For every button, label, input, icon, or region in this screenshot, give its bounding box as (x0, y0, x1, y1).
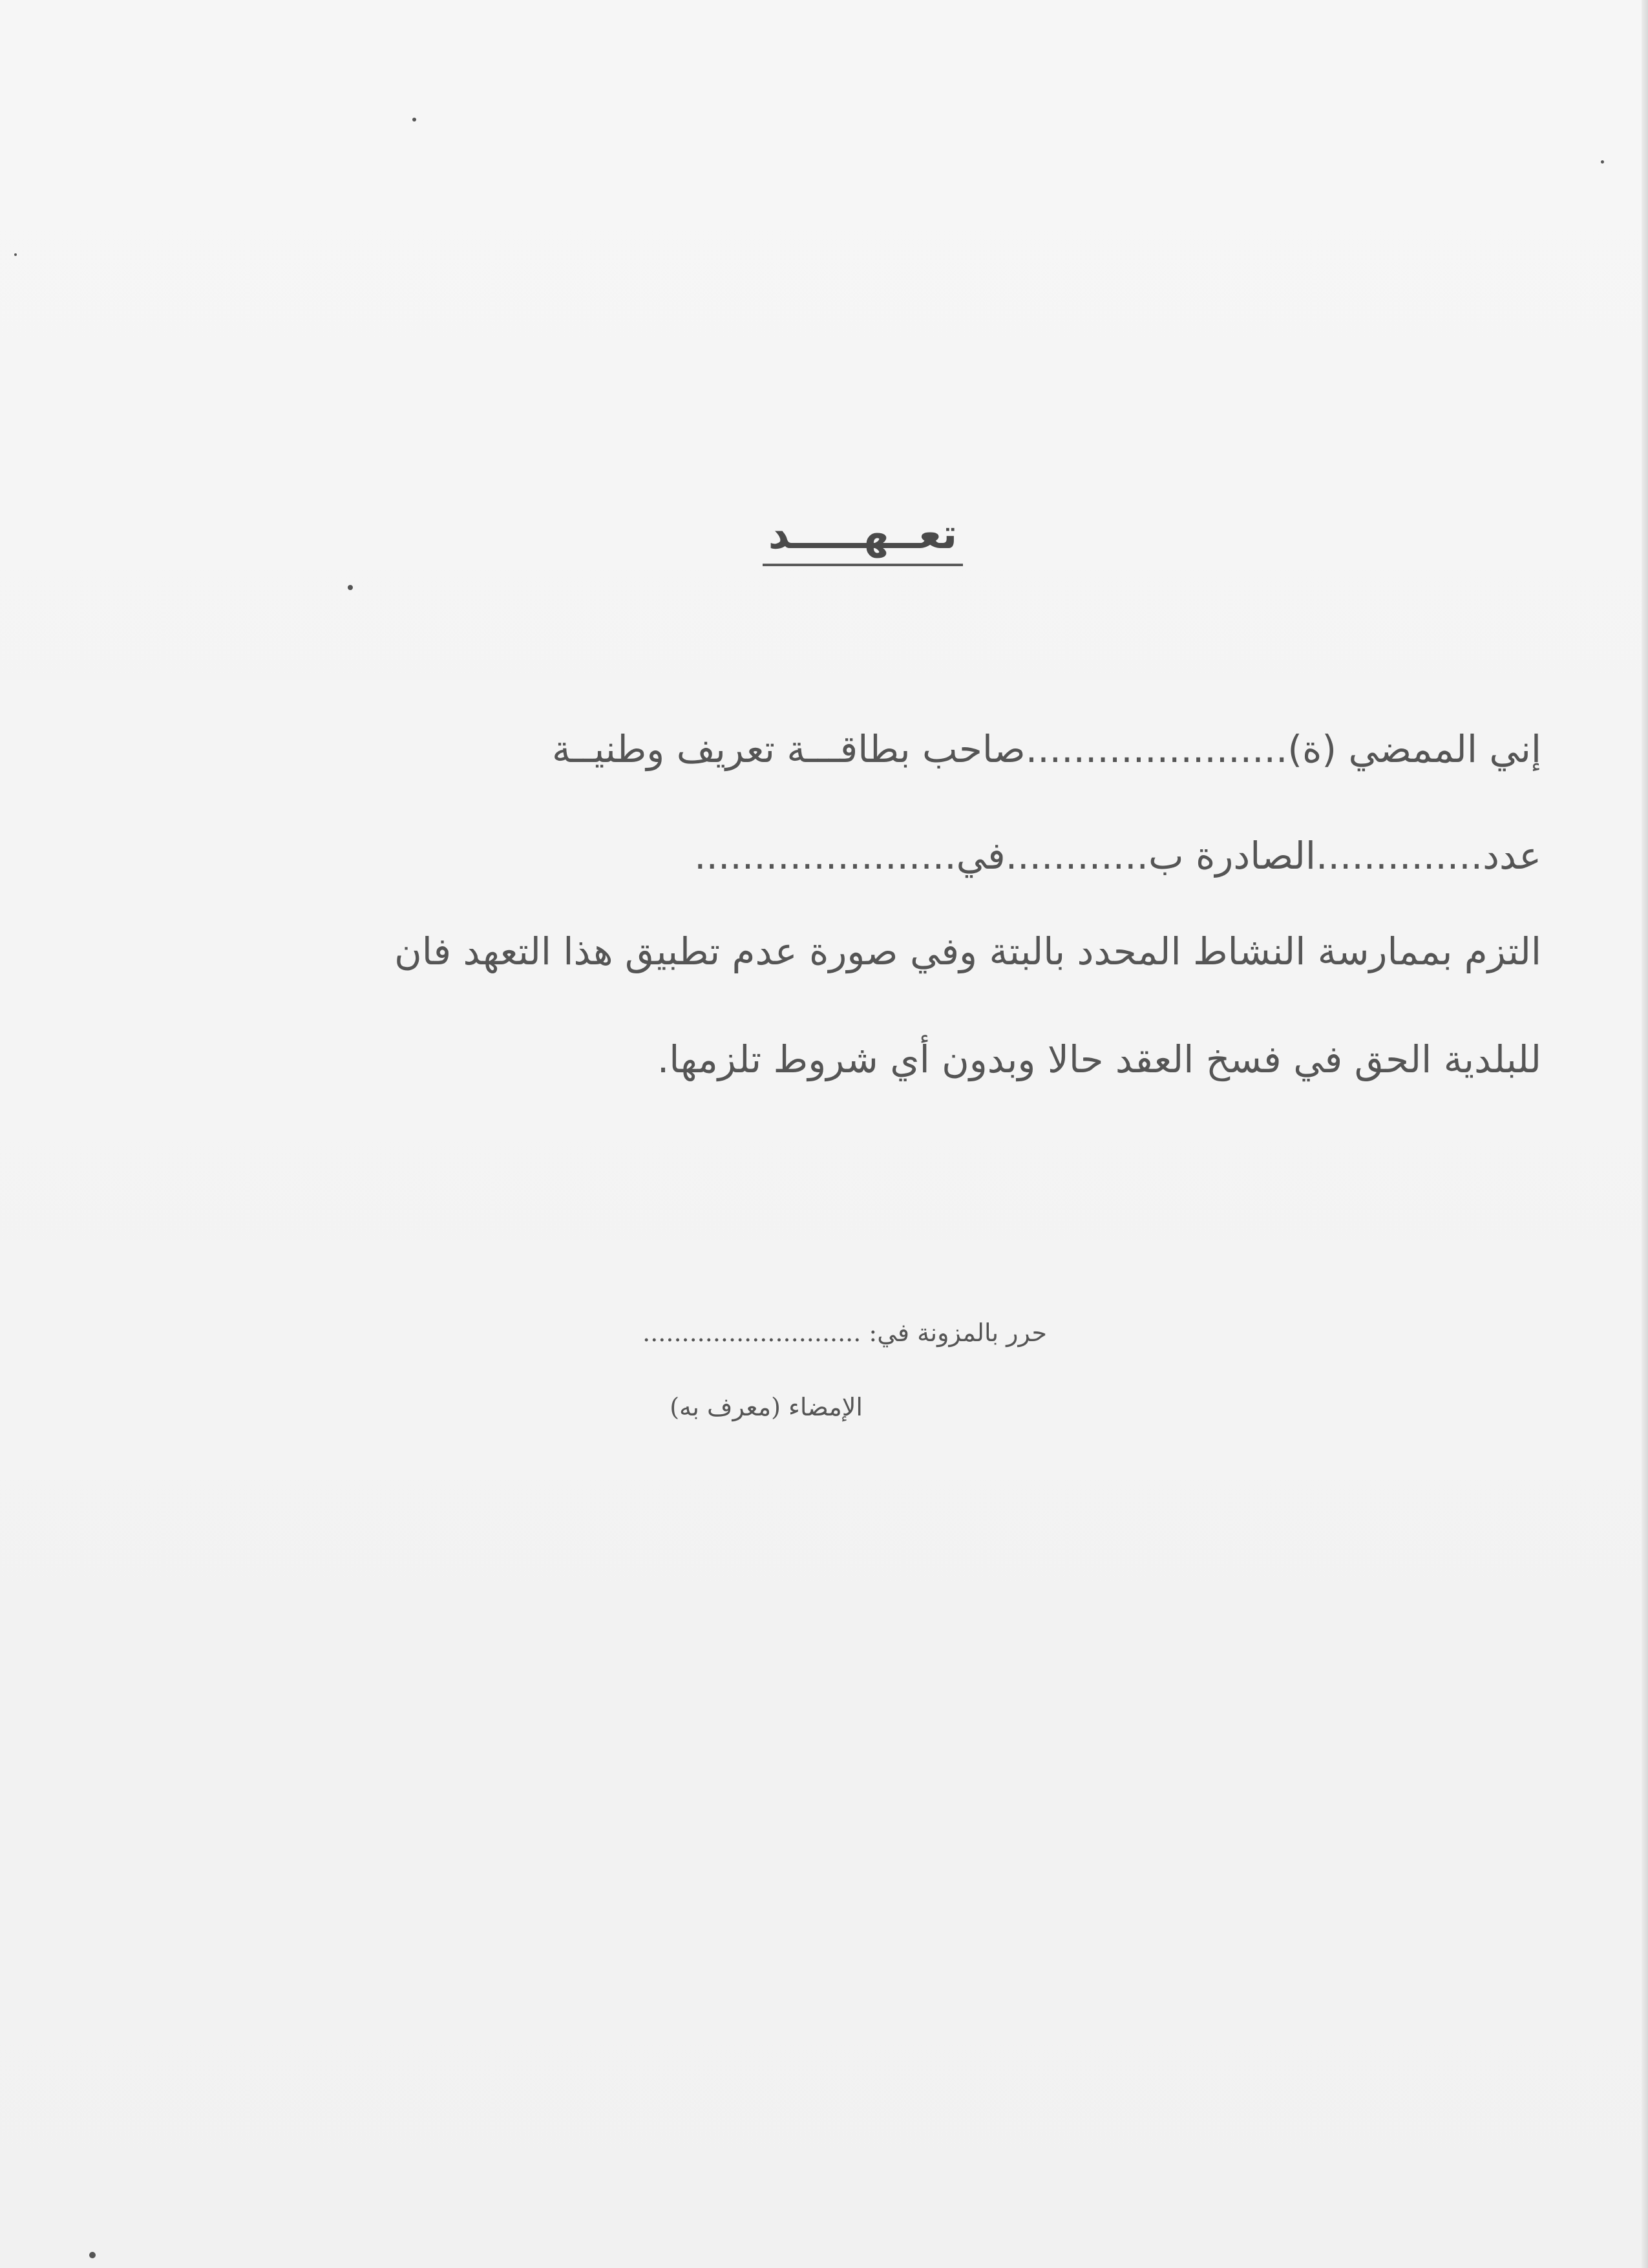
scan-speck (89, 2252, 96, 2258)
scan-edge-shadow (1642, 0, 1648, 2268)
scan-speck (1601, 160, 1604, 164)
body-line-consequence: للبلدية الحق في فسخ العقد حالا وبدون أي شروط تلزمها. (657, 1037, 1541, 1081)
body-line-commitment: التزم بممارسة النشاط المحدد بالبتة وفي صورة عدم تطبيق هذا التعهد فان (394, 929, 1541, 973)
body-line-id-details: عدد..............الصادرة ب............في...................... (694, 834, 1541, 878)
signature-label: الإمضاء (معرف به) (670, 1393, 863, 1421)
written-at-line: حرر بالمزونة في: ............................ (642, 1319, 1047, 1347)
body-line-signatory: إني الممضي (ة)......................صاحب بطاقـــة تعريف وطنيــة (552, 727, 1541, 771)
document-title: تعــهـــــد (768, 511, 958, 558)
scan-speck (348, 585, 353, 590)
scan-speck (412, 118, 416, 122)
title-underline (763, 564, 963, 566)
scan-speck (14, 253, 17, 256)
